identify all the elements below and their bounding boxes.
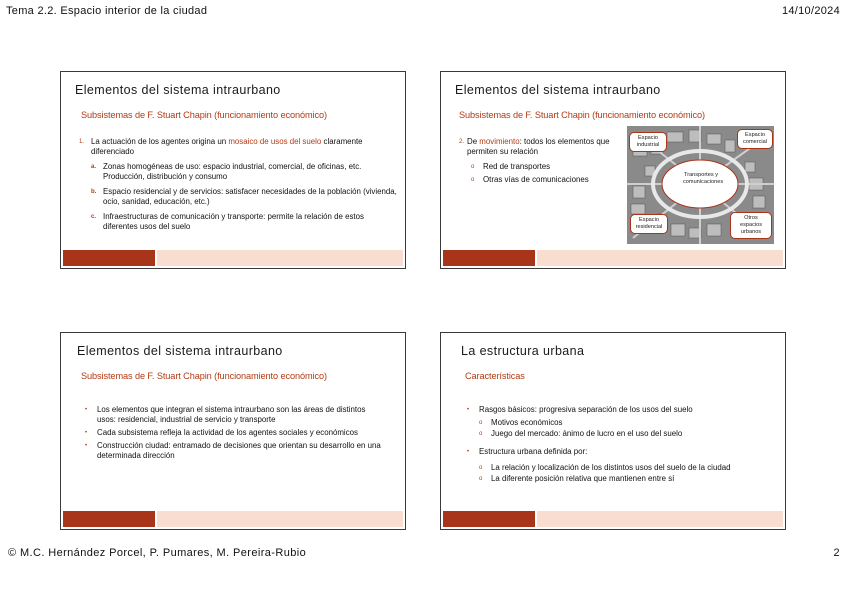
list-letter: b. [91, 189, 97, 195]
item-text: Espacio residencial y de servicios: satisfacer necesidades de la población (vivienda, ocio, sanidad, educación, etc.) [103, 187, 397, 206]
slide-1 [60, 71, 406, 269]
footer-bar-light [537, 250, 783, 266]
footer-bar-dark [63, 511, 155, 527]
item-text: claramente diferenciado [91, 137, 363, 156]
list-item [91, 187, 397, 207]
highlight-text: movimiento [479, 137, 520, 146]
slide-3 [60, 332, 406, 530]
list-item [91, 212, 397, 232]
list-item [471, 162, 629, 172]
list-bullet: o [471, 164, 475, 170]
item-text: Construcción ciudad: entramado de decisiones que orientan su desarrollo en una determinada dirección [97, 441, 381, 460]
footer-bar-light [157, 250, 403, 266]
slide-body [459, 137, 629, 188]
list-item [85, 428, 385, 438]
item-text: La actuación de los agentes origina un [91, 137, 229, 146]
list-bullet: • [85, 430, 88, 436]
footer-bar-dark [443, 511, 535, 527]
list-item [479, 474, 777, 484]
item-text: Rasgos básicos: progresiva separación de los usos del suelo [479, 405, 693, 414]
slide-body [79, 137, 397, 235]
footer-copyright: © M.C. Hernández Porcel, P. Pumares, M. Pereira-Rubio [8, 547, 307, 559]
footer-bar-dark [63, 250, 155, 266]
list-item [467, 447, 777, 457]
slide-title: Elementos del sistema intraurbano [455, 83, 661, 97]
slide-subtitle: Subsistemas de F. Stuart Chapin (funcionamiento económico) [459, 110, 705, 120]
page-number: 2 [833, 547, 840, 559]
list-item [91, 162, 397, 182]
diagram-label-industrial: Espacio industrial [629, 132, 667, 152]
diagram-label-others: Otros espacios urbanos [730, 212, 772, 239]
item-text: Cada subsistema refleja la actividad de los agentes sociales y económicos [97, 428, 358, 437]
item-text: Otras vías de comunicaciones [483, 175, 589, 184]
list-item [467, 405, 777, 415]
slide-2 [440, 71, 786, 269]
item-text: : todos los elementos que permiten su relación [467, 137, 610, 156]
item-text: Los elementos que integran el sistema intraurbano son las áreas de distintos usos: residencial, industrial de servicio y transporte [97, 405, 366, 424]
list-number: 1. [79, 139, 85, 145]
diagram-label-residential: Espacio residencial [630, 214, 668, 234]
list-number: 2. [459, 139, 465, 145]
list-bullet: o [479, 431, 483, 437]
list-bullet: o [471, 177, 475, 183]
item-text: Red de transportes [483, 162, 551, 171]
slide-subtitle: Características [465, 371, 525, 381]
item-text: Estructura urbana definida por: [479, 447, 588, 456]
diagram-label-commercial: Espacio comercial [737, 129, 773, 149]
list-bullet: o [479, 420, 483, 426]
item-text: De [467, 137, 480, 146]
item-text: La relación y localización de los distintos usos del suelo de la ciudad [491, 463, 731, 472]
list-item [479, 429, 777, 439]
slide-title: Elementos del sistema intraurbano [75, 83, 281, 97]
slide-title: La estructura urbana [461, 344, 585, 358]
list-bullet: o [479, 476, 483, 482]
list-letter: c. [91, 214, 97, 220]
list-item [85, 405, 385, 425]
item-text: Motivos económicos [491, 418, 563, 427]
slide-4 [440, 332, 786, 530]
slide-body [467, 405, 777, 487]
item-text: Juego del mercado: ánimo de lucro en el uso del suelo [491, 429, 683, 438]
slide-title: Elementos del sistema intraurbano [77, 344, 283, 358]
item-text: Infraestructuras de comunicación y transporte: permite la relación de estos diferentes usos del suelo [103, 212, 364, 231]
slide-subtitle: Subsistemas de F. Stuart Chapin (funcionamiento económico) [81, 110, 327, 120]
list-item [471, 175, 629, 185]
list-letter: a. [91, 164, 97, 170]
footer-bar-light [157, 511, 403, 527]
list-bullet: • [85, 443, 88, 449]
header-title: Tema 2.2. Espacio interior de la ciudad [6, 5, 208, 17]
slide-subtitle: Subsistemas de F. Stuart Chapin (funcionamiento económico) [81, 371, 327, 381]
item-text: La diferente posición relativa que mantienen entre sí [491, 474, 675, 483]
list-bullet: • [467, 449, 470, 455]
list-bullet: • [467, 407, 470, 413]
highlight-text: mosaico de usos del suelo [228, 137, 322, 146]
list-item [459, 137, 629, 157]
list-item [79, 137, 397, 157]
list-item [479, 418, 777, 428]
footer-bar-light [537, 511, 783, 527]
footer-bar-dark [443, 250, 535, 266]
item-text: Zonas homogéneas de uso: espacio industrial, comercial, de oficinas, etc. Producción, distribución y consumo [103, 162, 362, 181]
list-bullet: • [85, 407, 88, 413]
list-item [85, 441, 385, 461]
header-date: 14/10/2024 [781, 5, 840, 17]
list-item [479, 463, 777, 473]
diagram-center-label: Transportes y comunicaciones [683, 172, 724, 185]
city-diagram [627, 126, 774, 244]
slide-body [85, 405, 385, 464]
list-bullet: o [479, 465, 483, 471]
